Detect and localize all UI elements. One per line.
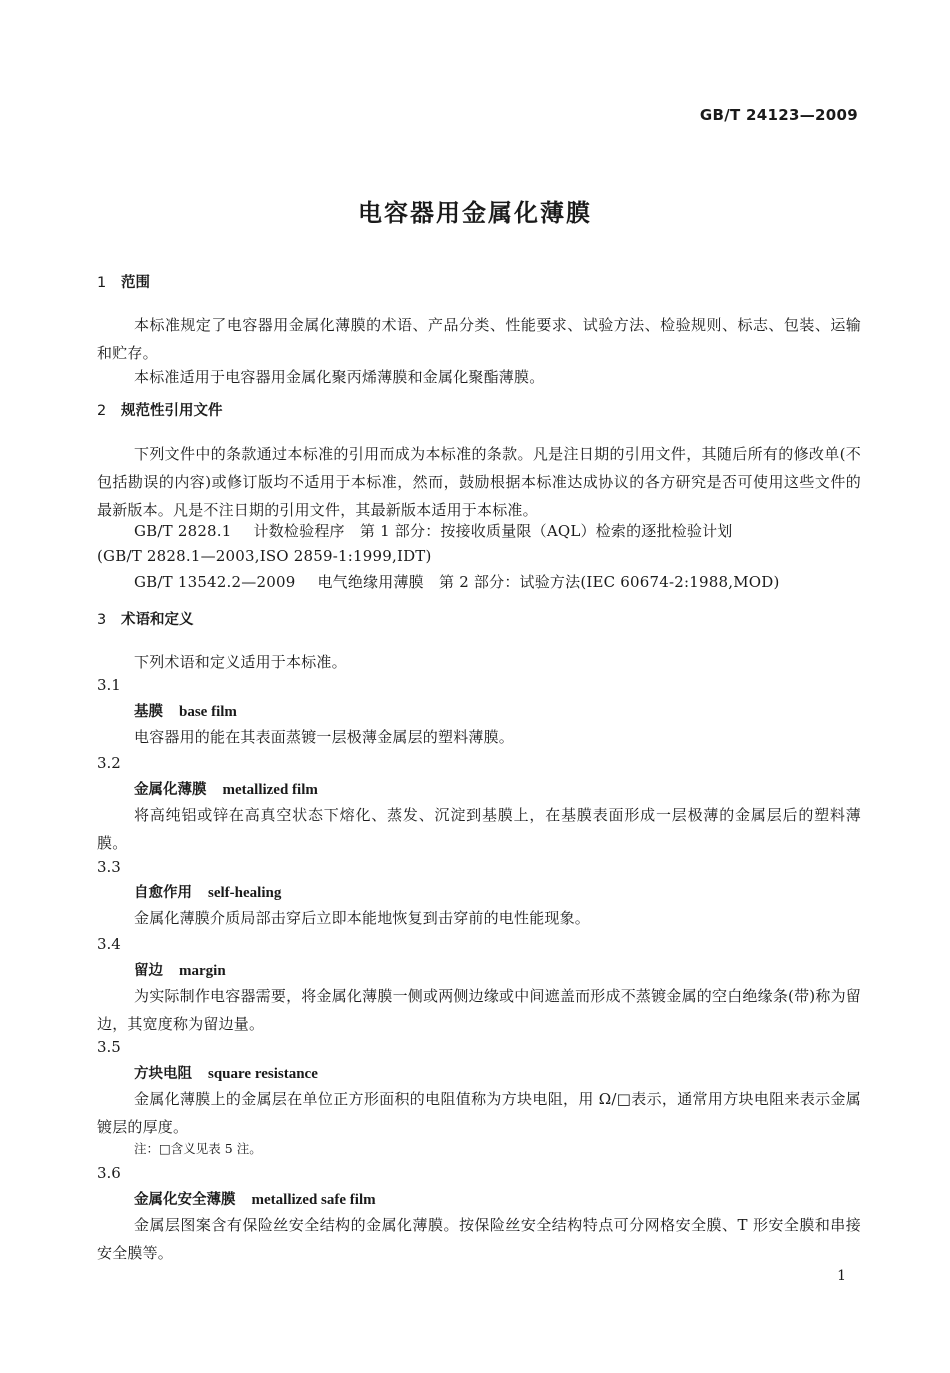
term-en: square resistance [208, 1066, 318, 1082]
clause-number: 3.6 [97, 1164, 121, 1182]
clause-number: 3.3 [97, 858, 121, 876]
section-number: 3 [97, 612, 107, 628]
section-number: 1 [97, 275, 107, 291]
term-definition: 将高纯铝或锌在高真空状态下熔化、蒸发、沉淀到基膜上，在基膜表面形成一层极薄的金属层后的塑料薄膜。 [97, 806, 861, 852]
term-zh: 留边 [134, 963, 163, 979]
paragraph: 本标准规定了电容器用金属化薄膜的术语、产品分类、性能要求、试验方法、检验规则、标志、包装、运输和贮存。 [97, 316, 861, 362]
term-en: metallized safe film [251, 1192, 376, 1208]
term-definition: 金属层图案含有保险丝安全结构的金属化薄膜。按保险丝安全结构特点可分网格安全膜、T 形安全膜和串接安全膜等。 [97, 1216, 861, 1262]
clause-number: 3.1 [97, 676, 121, 694]
clause-number: 3.5 [97, 1038, 121, 1056]
term-entry [134, 701, 237, 722]
section-title: 范围 [121, 275, 150, 291]
reference-title: 计数检验程序 第 1 部分：按接收质量限（AQL）检索的逐批检验计划 [253, 522, 733, 540]
term-entry [134, 779, 318, 800]
clause-number: 3.2 [97, 754, 121, 772]
section-number: 2 [97, 403, 107, 419]
page-number: 1 [837, 1268, 846, 1284]
term-en: base film [179, 704, 237, 720]
reference-equivalence: (GB/T 2828.1—2003,ISO 2859-1:1999,IDT) [97, 547, 432, 565]
term-entry [134, 882, 281, 903]
normative-reference [134, 572, 780, 592]
term-zh: 自愈作用 [134, 885, 192, 901]
reference-code: GB/T 2828.1 [134, 522, 232, 540]
term-zh: 方块电阻 [134, 1066, 192, 1082]
paragraph: 下列术语和定义适用于本标准。 [134, 653, 347, 671]
section-heading-2 [97, 401, 223, 421]
section-title: 术语和定义 [121, 612, 194, 628]
reference-title: 电气绝缘用薄膜 第 2 部分：试验方法(IEC 60674-2:1988,MOD) [317, 573, 780, 591]
term-note: 注：□含义见表 5 注。 [134, 1141, 262, 1156]
paragraph: 本标准适用于电容器用金属化聚丙烯薄膜和金属化聚酯薄膜。 [134, 368, 545, 386]
term-zh: 基膜 [134, 704, 163, 720]
term-zh: 金属化薄膜 [134, 782, 207, 798]
term-definition: 为实际制作电容器需要，将金属化薄膜一侧或两侧边缘或中间遮盖而形成不蒸镀金属的空白绝缘条(带)称为留边，其宽度称为留边量。 [97, 987, 861, 1033]
term-zh: 金属化安全薄膜 [134, 1192, 236, 1208]
document-title: 电容器用金属化薄膜 [358, 199, 592, 227]
reference-code: GB/T 13542.2—2009 [134, 573, 296, 591]
term-en: margin [179, 963, 226, 979]
section-heading-1 [97, 273, 150, 293]
term-definition: 金属化薄膜介质局部击穿后立即本能地恢复到击穿前的电性能现象。 [134, 909, 591, 927]
term-definition: 金属化薄膜上的金属层在单位正方形面积的电阻值称为方块电阻，用 Ω/□表示，通常用方块电阻来表示金属镀层的厚度。 [97, 1090, 861, 1136]
term-definition: 电容器用的能在其表面蒸镀一层极薄金属层的塑料薄膜。 [134, 728, 515, 746]
paragraph: 下列文件中的条款通过本标准的引用而成为本标准的条款。凡是注日期的引用文件，其随后所有的修改单(不包括勘误的内容)或修订版均不适用于本标准，然而，鼓励根据本标准达成协议的各方研究是否可使用这些文件的最新版本。凡是不注日期的引用文件，其最新版本适用于本标准。 [97, 445, 861, 519]
normative-reference [134, 521, 733, 541]
term-entry [134, 960, 226, 981]
section-title: 规范性引用文件 [121, 403, 223, 419]
term-en: self-healing [208, 885, 282, 901]
term-en: metallized film [222, 782, 318, 798]
clause-number: 3.4 [97, 935, 121, 953]
term-entry [134, 1063, 318, 1084]
section-heading-3 [97, 610, 194, 630]
term-entry [134, 1189, 376, 1210]
standard-number: GB/T 24123—2009 [699, 106, 858, 124]
